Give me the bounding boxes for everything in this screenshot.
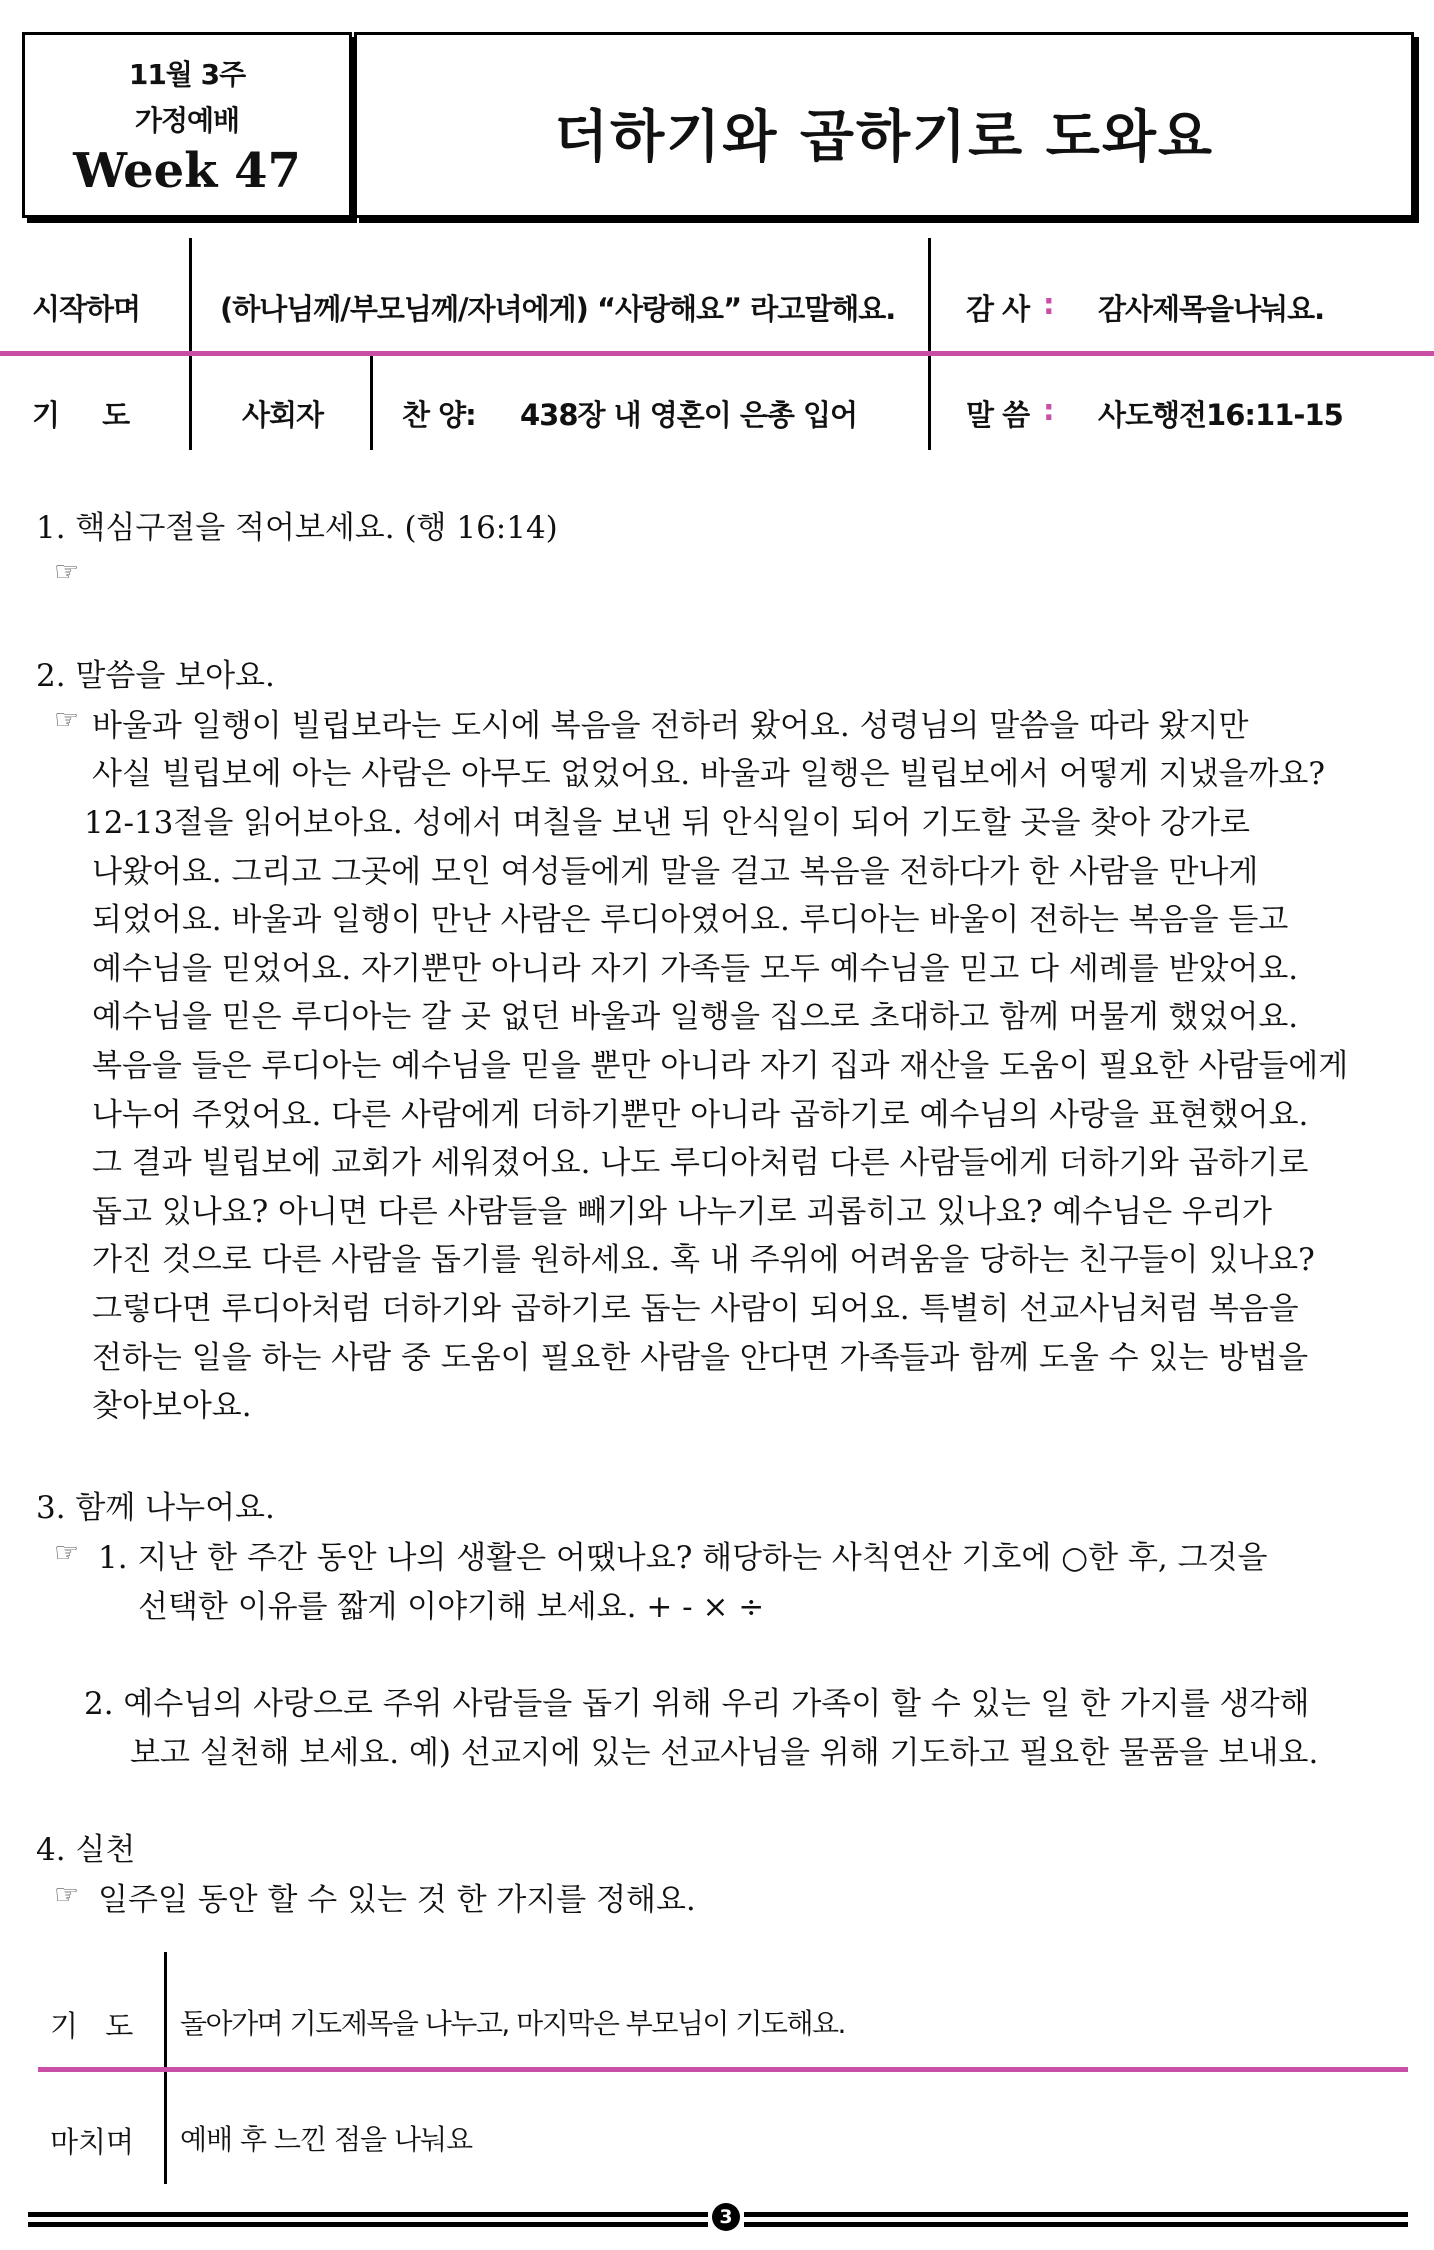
- closing-end-label: 마치며: [50, 2125, 135, 2159]
- footer-rule-left: [28, 2222, 708, 2227]
- closing-prayer-label: 기 도: [50, 2009, 134, 2043]
- question-2-line-1: 2. 예수님의 사랑으로 주위 사람들을 돕기 위해 우리 가족이 할 수 있는 일 한 가지를 생각해: [84, 1686, 1310, 1722]
- body-line: 전하는 일을 하는 사람 중 도움이 필요한 사람을 안다면 가족들과 함께 도울 수 있는 방법을: [92, 1340, 1309, 1376]
- body-line: 복음을 들은 루디아는 예수님을 믿을 뿐만 아니라 자기 집과 재산을 도움이 필요한 사람들에게: [92, 1048, 1349, 1084]
- opening-text: (하나님께/부모님께/자녀에게) “사랑해요” 라고말해요.: [220, 292, 896, 326]
- week-box: [22, 32, 352, 218]
- body-line: 예수님을 믿었어요. 자기뿐만 아니라 자기 가족들 모두 예수님을 믿고 다 세례를 받았어요.: [92, 951, 1299, 987]
- order-separator: [0, 351, 1434, 356]
- body-line: 나누어 주었어요. 다른 사람에게 더하기뿐만 아니라 곱하기로 예수님의 사랑을 표현했어요.: [92, 1097, 1309, 1133]
- pointing-hand-icon: ☞: [54, 703, 80, 736]
- pointing-hand-icon: ☞: [54, 1536, 80, 1569]
- pointing-hand-icon: ☞: [54, 555, 80, 588]
- thanks-label: 감 사: [966, 292, 1030, 326]
- footer-rule-right: [744, 2222, 1408, 2227]
- closing-separator: [38, 2067, 1408, 2072]
- footer-rule-left: [28, 2212, 708, 2217]
- closing-end-text: 예배 후 느낀 점을 나눠요: [180, 2123, 473, 2156]
- order-divider-1: [189, 238, 192, 450]
- word-text: 사도행전16:11-15: [1098, 398, 1343, 432]
- order-divider-3: [370, 355, 373, 450]
- closing-prayer-text: 돌아가며 기도제목을 나누고, 마지막은 부모님이 기도해요.: [180, 2007, 845, 2040]
- title-box: [354, 32, 1414, 218]
- thanks-colon: :: [1043, 287, 1054, 321]
- order-divider-2: [928, 238, 931, 450]
- date-label: 11월 3주: [128, 58, 246, 91]
- practice-line: 일주일 동안 할 수 있는 것 한 가지를 정해요.: [98, 1882, 696, 1918]
- section-2-title: 2. 말씀을 보아요.: [36, 658, 275, 694]
- body-line: 나왔어요. 그리고 그곳에 모인 여성들에게 말을 걸고 복음을 전하다가 한 사람을 만나게: [92, 854, 1259, 890]
- body-line: 예수님을 믿은 루디아는 갈 곳 없던 바울과 일행을 집으로 초대하고 함께 머물게 했었어요.: [92, 999, 1299, 1035]
- week-number: Week 47: [73, 143, 301, 199]
- body-line: 가진 것으로 다른 사람을 돕기를 원하세요. 혹 내 주위에 어려움을 당하는 친구들이 있나요?: [92, 1242, 1315, 1278]
- word-label: 말 씀: [966, 398, 1030, 432]
- page-number: 3: [712, 2203, 740, 2231]
- hymn-label: 찬 양:: [402, 398, 476, 432]
- question-1-line-2: 선택한 이유를 짧게 이야기해 보세요. + - × ÷: [138, 1589, 765, 1625]
- leader-label: 사회자: [242, 398, 324, 432]
- opening-label: 시작하며: [32, 292, 141, 326]
- footer-rule-right: [744, 2212, 1408, 2217]
- question-2-line-2: 보고 실천해 보세요. 예) 선교지에 있는 선교사님을 위해 기도하고 필요한 물품을 보내요.: [130, 1735, 1319, 1771]
- body-line: 바울과 일행이 빌립보라는 도시에 복음을 전하러 왔어요. 성령님의 말씀을 따라 왔지만: [92, 708, 1249, 744]
- body-line: 그렇다면 루디아처럼 더하기와 곱하기로 돕는 사람이 되어요. 특별히 선교사님처럼 복음을: [92, 1291, 1299, 1327]
- word-colon: :: [1043, 393, 1054, 427]
- body-line: 사실 빌립보에 아는 사람은 아무도 없었어요. 바울과 일행은 빌립보에서 어떻게 지냈을까요?: [92, 756, 1326, 792]
- body-line: 12-13절을 읽어보아요. 성에서 며칠을 보낸 뒤 안식일이 되어 기도할 곳을 찾아 강가로: [84, 805, 1250, 841]
- section-4-title: 4. 실천: [36, 1832, 136, 1868]
- body-line: 돕고 있나요? 아니면 다른 사람들을 빼기와 나누기로 괴롭히고 있나요? 예수님은 우리가: [92, 1194, 1272, 1230]
- hymn-text: 438장 내 영혼이 은총 입어: [520, 398, 858, 432]
- body-line: 찾아보아요.: [92, 1388, 252, 1424]
- body-line: 그 결과 빌립보에 교회가 세워졌어요. 나도 루디아처럼 다른 사람들에게 더하기와 곱하기로: [92, 1145, 1309, 1181]
- thanks-text: 감사제목을나눠요.: [1098, 292, 1325, 326]
- page-title: 더하기와 곱하기로 도와요: [553, 105, 1215, 170]
- body-line: 되었어요. 바울과 일행이 만난 사람은 루디아였어요. 루디아는 바울이 전하는 복음을 듣고: [92, 902, 1289, 938]
- pointing-hand-icon: ☞: [54, 1878, 80, 1911]
- question-1-line-1: 1. 지난 한 주간 동안 나의 생활은 어땠나요? 해당하는 사칙연산 기호에 ○한 후, 그것을: [98, 1540, 1268, 1576]
- section-1-title: 1. 핵심구절을 적어보세요. (행 16:14): [36, 510, 558, 546]
- prayer-label: 기 도: [32, 398, 130, 432]
- section-3-title: 3. 함께 나누어요.: [36, 1490, 275, 1526]
- category-label: 가정예배: [134, 104, 240, 137]
